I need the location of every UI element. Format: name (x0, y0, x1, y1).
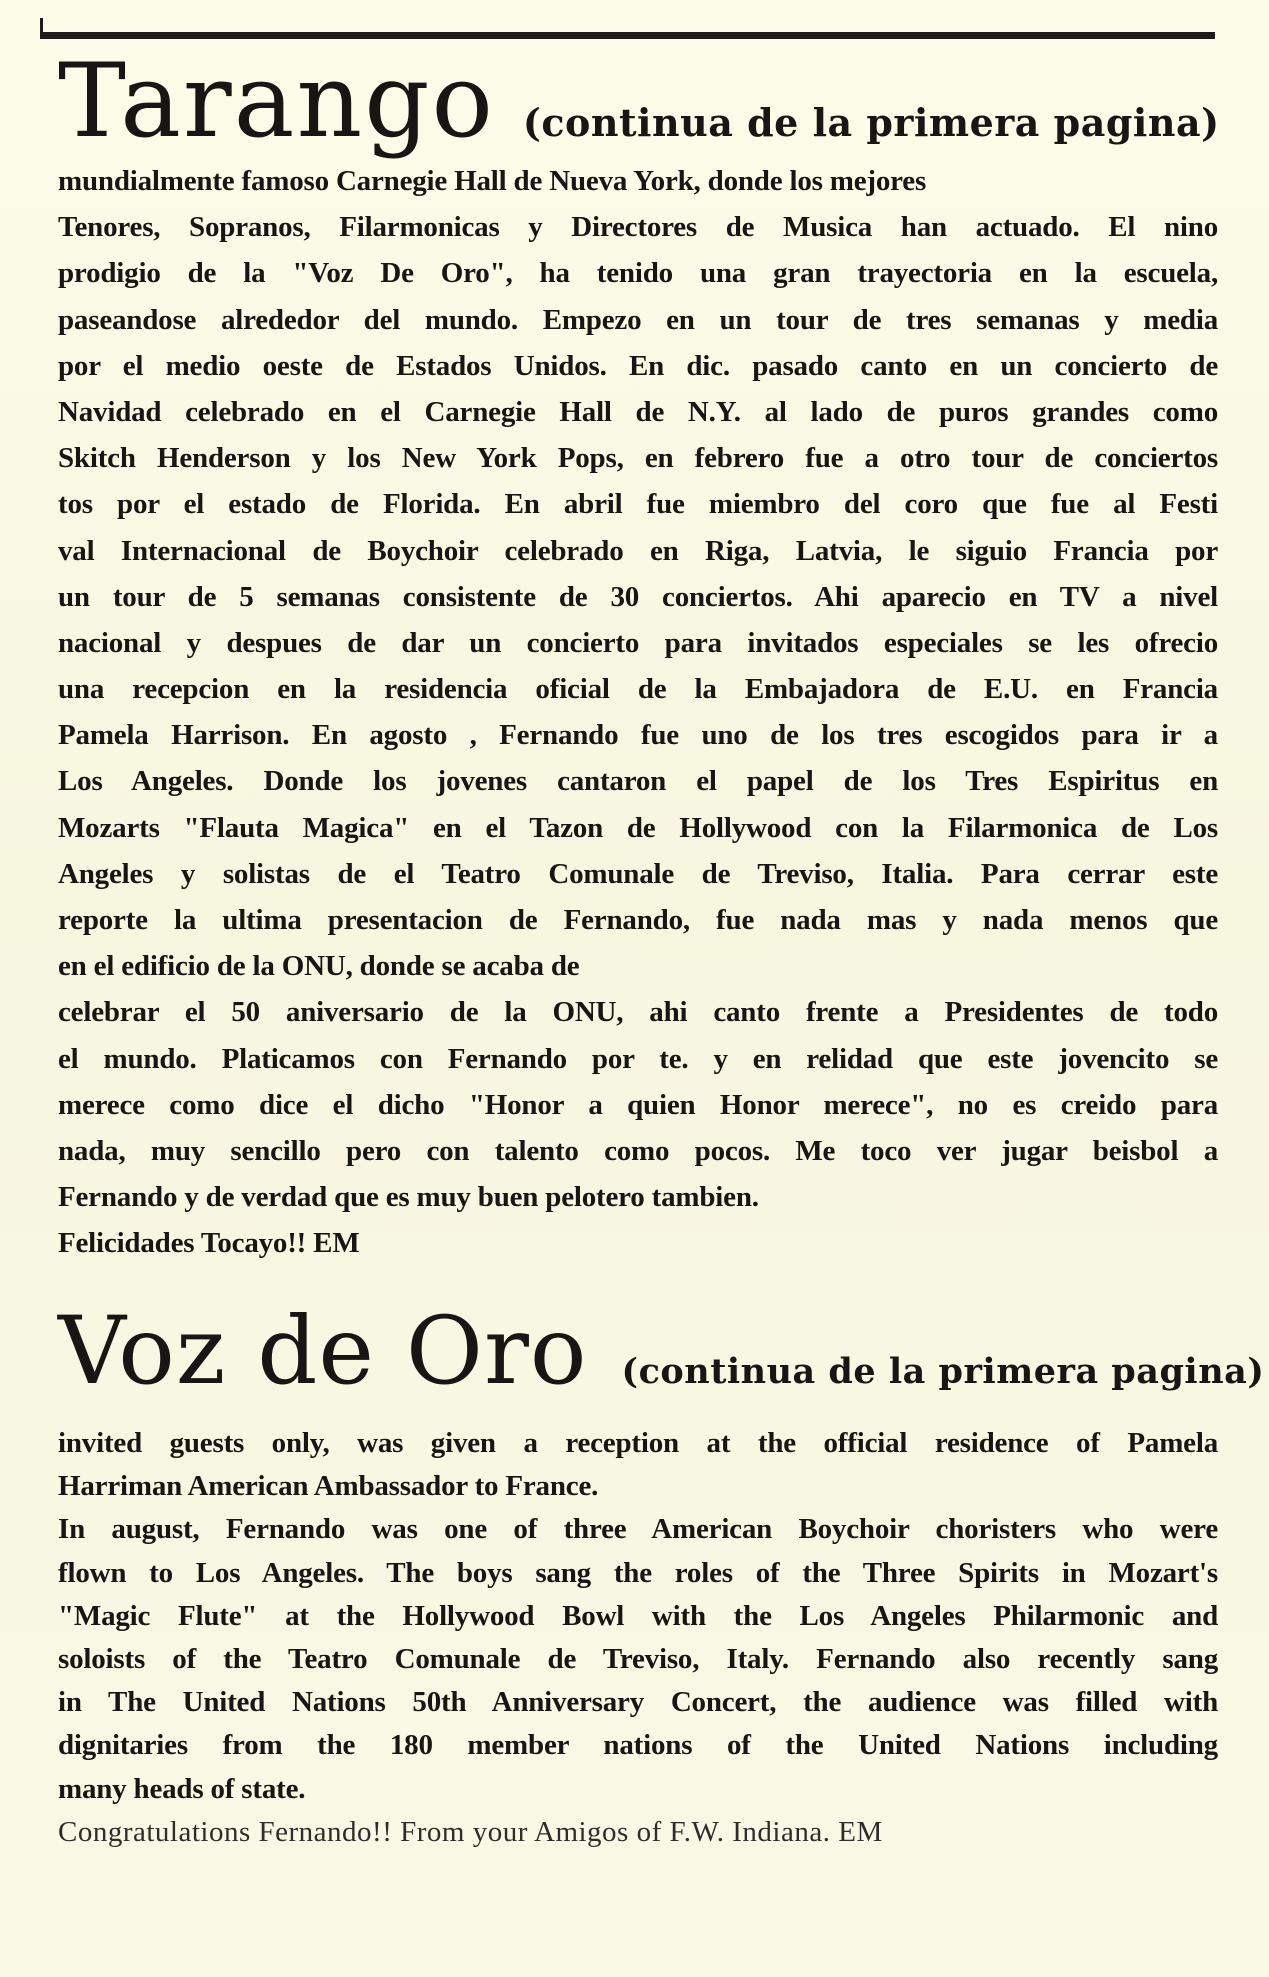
text-line: el mundo. Platicamos con Fernando por te. y en relidad que este jovencito se (58, 1042, 1218, 1075)
text-line: paseandose alrededor del mundo. Empezo en un tour de tres semanas y media (58, 303, 1218, 336)
text-line: soloists of the Teatro Comunale de Treviso, Italy. Fernando also recently sang (58, 1642, 1218, 1675)
text-line: nada, muy sencillo pero con talento como pocos. Me toco ver jugar beisbol a (58, 1134, 1218, 1167)
text-line: Pamela Harrison. En agosto , Fernando fue uno de los tres escogidos para ir a (58, 719, 1218, 752)
text-line: en el edificio de la ONU, donde se acaba de (58, 950, 580, 983)
text-line: nacional y despues de dar un concierto para invitados especiales se les ofrecio (58, 626, 1218, 659)
text-line: Felicidades Tocayo!! EM (58, 1227, 360, 1260)
text-line: Navidad celebrado en el Carnegie Hall de N.Y. al lado de puros grandes como (58, 395, 1218, 428)
text-line: many heads of state. (58, 1772, 306, 1805)
text-line: Fernando y de verdad que es muy buen pelotero tambien. (58, 1181, 759, 1214)
text-line: dignitaries from the 180 member nations of the United Nations including (58, 1729, 1218, 1762)
article-voz-de-oro (58, 1297, 1265, 1854)
text-line: Angeles y solistas de el Teatro Comunale de Treviso, Italia. Para cerrar este (58, 857, 1218, 890)
article-title: Voz de Oro (58, 1297, 588, 1406)
top-rule (40, 32, 1215, 39)
article-tarango-headline (58, 42, 1220, 161)
text-line: in The United Nations 50th Anniversary Concert, the audience was filled with (58, 1686, 1218, 1719)
text-line: prodigio de la "Voz De Oro", ha tenido una gran trayectoria en la escuela, (58, 257, 1218, 290)
text-line: "Magic Flute" at the Hollywood Bowl with the Los Angeles Philarmonic and (58, 1599, 1218, 1632)
text-line: val Internacional de Boychoir celebrado en Riga, Latvia, le siguio Francia por (58, 534, 1218, 567)
text-line: reporte la ultima presentacion de Fernando, fue nada mas y nada menos que (58, 904, 1218, 936)
text-line: celebrar el 50 aniversario de la ONU, ahi canto frente a Presidentes de todo (58, 996, 1218, 1029)
article-subtitle: (continua de la primera pagina) (621, 1351, 1265, 1392)
article-tarango-body (58, 158, 1218, 1267)
text-line: Los Angeles. Donde los jovenes cantaron el papel de los Tres Espiritus en (58, 765, 1218, 798)
text-line: Tenores, Sopranos, Filarmonicas y Directores de Musica han actuado. El nino (58, 211, 1218, 244)
text-line: In august, Fernando was one of three American Boychoir choristers who were (58, 1513, 1218, 1546)
text-line: por el medio oeste de Estados Unidos. En dic. pasado canto en un concierto de (58, 349, 1218, 382)
text-line: flown to Los Angeles. The boys sang the roles of the Three Spirits in Mozart's (58, 1556, 1218, 1589)
article-subtitle: (continua de la primera pagina) (522, 100, 1220, 145)
article-title: Tarango (58, 42, 495, 161)
text-line: tos por el estado de Florida. En abril fue miembro del coro que fue al Festi (58, 488, 1218, 521)
text-line: un tour de 5 semanas consistente de 30 conciertos. Ahi aparecio en TV a nivel (58, 580, 1218, 613)
text-line: Harriman American Ambassador to France. (58, 1470, 599, 1503)
text-line: Skitch Henderson y los New York Pops, en febrero fue a otro tour de conciertos (58, 442, 1218, 475)
text-line: invited guests only, was given a reception at the official residence of Pamela (58, 1427, 1218, 1459)
article-voz-de-oro-body (58, 1422, 1218, 1854)
article-tarango (58, 42, 1220, 1267)
article-voz-de-oro-headline (58, 1297, 1265, 1406)
text-line: una recepcion en la residencia oficial de la Embajadora de E.U. en Francia (58, 673, 1218, 706)
text-line: Mozarts "Flauta Magica" en el Tazon de Hollywood con la Filarmonica de Los (58, 811, 1218, 844)
text-line: Congratulations Fernando!! From your Amigos of F.W. Indiana. EM (58, 1815, 883, 1848)
text-line: mundialmente famoso Carnegie Hall de Nueva York, donde los mejores (58, 165, 927, 197)
text-line: merece como dice el dicho "Honor a quien Honor merece", no es creido para (58, 1088, 1218, 1121)
